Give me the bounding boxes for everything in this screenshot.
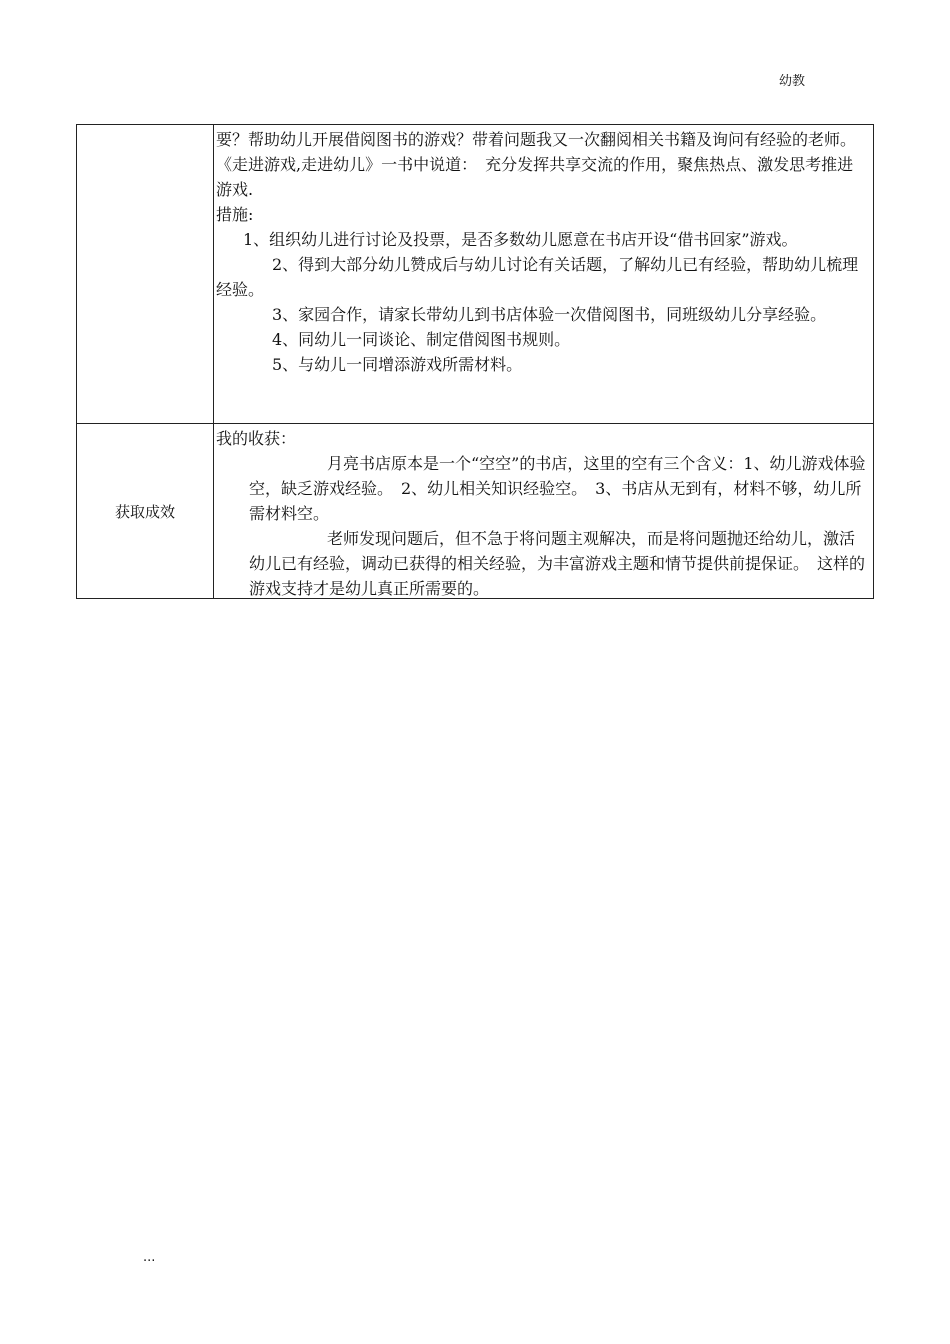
measure-item-3: 3、家园合作，请家长带幼儿到书店体验一次借阅图书，同班级幼儿分享经验。 — [272, 305, 827, 324]
gains-title: 我的收获： — [216, 429, 297, 448]
row-label-cell: 获取成效 — [77, 424, 214, 599]
table-row — [77, 424, 874, 599]
measure-item-5: 5、与幼儿一同增添游戏所需材料。 — [272, 355, 523, 374]
content-cell — [214, 125, 874, 424]
measure-item-1: 1、组织幼儿进行讨论及投票，是否多数幼儿愿意在书店开设“借书回家”游戏。 — [243, 230, 798, 249]
row-label-cell — [77, 125, 214, 424]
content-cell — [214, 424, 874, 599]
measure-item-2: 2、得到大部分幼儿赞成后与幼儿讨论有关话题，了解幼儿已有经验，帮助幼儿梳理经验。 — [216, 255, 859, 299]
intro-paragraph: 要？帮助幼儿开展借阅图书的游戏？带着问题我又一次翻阅相关书籍及询问有经验的老师。 《走进游戏,走进幼儿》一书中说道： 充分发挥共享交流的作用，聚焦热点、激发思考推进游戏. — [216, 130, 865, 199]
header-label: 幼教 — [779, 74, 806, 89]
gains-paragraph-1: 月亮书店原本是一个“空空”的书店，这里的空有三个含义：1、幼儿游戏体验空，缺乏游戏经验。 2、幼儿相关知识经验空。 3、书店从无到有，材料不够，幼儿所需材料空。 — [249, 454, 866, 523]
document-table — [76, 124, 874, 599]
gains-paragraph-2: 老师发现问题后，但不急于将问题主观解决，而是将问题抛还给幼儿，激活幼儿已有经验，调动已获得的相关经验，为丰富游戏主题和情节提供前提保证。 这样的游戏支持才是幼儿真正所需要的。 — [249, 529, 866, 598]
table-row — [77, 125, 874, 424]
measure-item-4: 4、同幼儿一同谈论、制定借阅图书规则。 — [272, 330, 571, 349]
measures-title: 措施: — [216, 205, 254, 224]
footer-dots: ... — [143, 1250, 156, 1265]
